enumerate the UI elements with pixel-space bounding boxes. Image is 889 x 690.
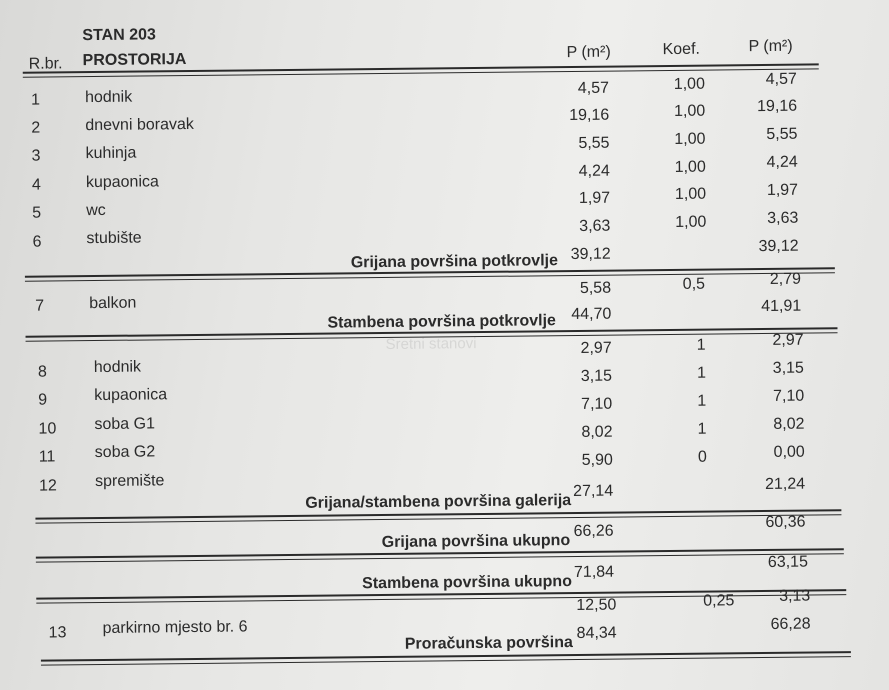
area-value: 4,24 <box>578 162 610 180</box>
area2-value: 4,24 <box>766 153 798 171</box>
area-value: 3,15 <box>580 367 613 385</box>
total-label: Grijana površina ukupno <box>381 532 571 552</box>
row-number: 6 <box>32 233 42 251</box>
total-label: Proračunska površina <box>404 634 573 653</box>
coef-value: 1,00 <box>674 130 706 148</box>
subtotal-area: 27,14 <box>573 482 614 501</box>
area-value: 1,97 <box>578 189 611 207</box>
area2-value: 2,79 <box>769 270 802 288</box>
room-name: wc <box>86 201 106 220</box>
area2-value: 3,15 <box>772 359 804 377</box>
row-number: 12 <box>39 477 57 495</box>
coef-value: 0,25 <box>703 592 735 610</box>
total-area: 66,26 <box>573 522 614 541</box>
area-value: 2,97 <box>580 339 612 357</box>
coef-value: 1,00 <box>673 102 706 120</box>
row-number: 3 <box>31 147 41 165</box>
room-name: hodnik <box>84 88 133 107</box>
room-name: stubište <box>86 229 142 248</box>
col-header-area2: P (m²) <box>748 37 793 56</box>
area2-value: 3,13 <box>779 587 811 605</box>
area-value: 4,57 <box>577 79 610 97</box>
col-header-area: P (m²) <box>566 43 611 62</box>
coef-value: 1 <box>697 420 707 438</box>
room-name: balkon <box>89 294 137 313</box>
room-name: spremište <box>94 472 165 491</box>
row-number: 4 <box>31 176 41 194</box>
total-area: 84,34 <box>576 624 617 642</box>
room-name: dnevni boravak <box>85 115 194 135</box>
row-number: 8 <box>37 363 47 381</box>
area2-value: 3,63 <box>767 209 799 227</box>
row-number: 9 <box>38 391 48 409</box>
area-value: 3,63 <box>579 217 611 235</box>
row-number: 7 <box>35 297 45 315</box>
coef-value: 0,5 <box>682 275 706 293</box>
area2-value: 5,55 <box>766 125 798 143</box>
coef-value: 1,00 <box>674 158 706 176</box>
coef-value: 1 <box>696 364 707 382</box>
area2-value: 2,97 <box>772 331 804 349</box>
area2-value: 1,97 <box>766 181 799 199</box>
row-number: 13 <box>48 624 67 642</box>
total-area2: 60,36 <box>765 513 806 532</box>
coef-value: 1,00 <box>675 213 707 231</box>
area2-value: 4,57 <box>765 70 797 88</box>
row-number: 5 <box>32 204 42 222</box>
subtotal-label: Stambena površina potkrovlje <box>327 312 556 332</box>
total-area: 71,84 <box>573 563 615 582</box>
subtotal-area2: 41,91 <box>761 297 802 316</box>
col-header-coef: Koef. <box>662 40 701 59</box>
row-number: 2 <box>31 119 41 137</box>
subtotal-area2: 21,24 <box>764 475 806 494</box>
subtotal-label: Grijana/stambena površina galerija <box>305 492 572 512</box>
coef-value: 1,00 <box>674 185 707 203</box>
room-name: soba G2 <box>94 443 156 462</box>
watermark-logo: Sretni stanovi <box>385 335 477 353</box>
coef-value: 1 <box>697 392 707 410</box>
area-value: 5,90 <box>581 451 613 469</box>
room-name: kuhinja <box>85 144 137 163</box>
area-value: 7,10 <box>581 395 613 413</box>
area2-value: 7,10 <box>772 387 805 405</box>
area-value: 8,02 <box>581 423 613 441</box>
row-number: 1 <box>30 91 41 109</box>
room-name: parkirno mjesto br. 6 <box>102 618 248 637</box>
area2-value: 8,02 <box>773 415 805 433</box>
total-label: Stambena površina ukupno <box>362 573 573 593</box>
coef-value: 0 <box>697 448 707 466</box>
subtotal-area: 44,70 <box>571 305 612 324</box>
row-number: 10 <box>38 420 57 438</box>
row-number: 11 <box>38 448 56 466</box>
area-value: 19,16 <box>569 106 610 125</box>
col-header-rbr: R.br. <box>28 55 63 73</box>
apartment-title: STAN 203 <box>82 26 156 45</box>
area2-value: 0,00 <box>773 443 805 461</box>
subtotal-area2: 39,12 <box>758 237 799 256</box>
room-name: kupaonica <box>94 386 168 405</box>
total-area2: 66,28 <box>770 615 811 633</box>
coef-value: 1,00 <box>673 75 706 93</box>
area-value: 5,55 <box>578 134 610 152</box>
subtotal-area: 39,12 <box>570 245 611 264</box>
subtotal-label: Grijana površina potkrovlje <box>350 252 559 272</box>
area2-value: 19,16 <box>757 97 798 116</box>
total-area2: 63,15 <box>767 553 809 571</box>
room-name: hodnik <box>93 358 142 377</box>
col-header-room: PROSTORIJA <box>82 51 187 70</box>
area-value: 12,50 <box>576 596 617 614</box>
coef-value: 1 <box>696 336 706 354</box>
room-name: kupaonica <box>85 173 159 192</box>
room-name: soba G1 <box>94 415 156 434</box>
area-value: 5,58 <box>579 279 612 297</box>
